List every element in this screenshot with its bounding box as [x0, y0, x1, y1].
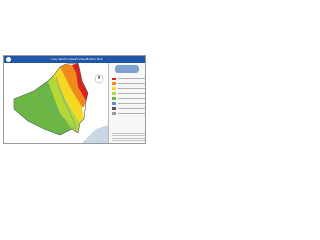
legend-row: [112, 112, 146, 115]
ocha-logo-icon: [6, 57, 11, 62]
hazard-map: [4, 63, 108, 144]
legend-row: [112, 92, 146, 95]
map-frame: [4, 63, 108, 144]
north-arrow-icon: [95, 75, 103, 83]
legend-row: [112, 107, 146, 110]
legend-row: [112, 87, 146, 90]
legend-notes: [112, 133, 145, 142]
legend-logo-icon: [115, 65, 139, 73]
legend-row: [112, 77, 146, 80]
legend-rows: [112, 77, 146, 117]
map-legend: [108, 63, 146, 144]
map-sheet: [3, 55, 146, 144]
legend-row: [112, 102, 146, 105]
legend-row: [112, 97, 146, 100]
map-header: [4, 56, 145, 63]
legend-row: [112, 82, 146, 85]
map-title: Iraq: Seismic Hazard Classification Map: [51, 58, 103, 61]
